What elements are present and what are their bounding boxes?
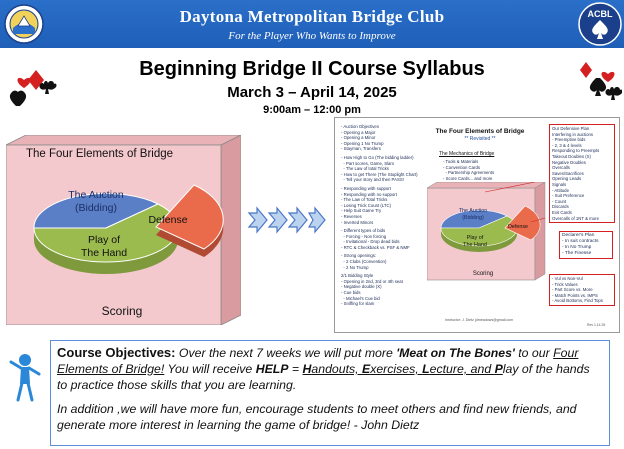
slide-line: - 2 Clubs (Convention) <box>341 259 387 265</box>
slide-footer-rev: Rev 1.14.25 <box>587 323 606 327</box>
slide-line: - Opening 1 No Trump <box>341 140 384 146</box>
scoring-label: Scoring <box>101 304 143 318</box>
slide-line: - Preemptive bids <box>552 137 586 143</box>
slide-line: - The Law of total Tricks <box>341 166 389 172</box>
slide-center-subtitle: ** Revisited ** <box>464 136 496 142</box>
slide-line: - The Finesse <box>562 251 592 256</box>
slide-line: Our Defensive Plan <box>552 126 590 131</box>
slide-line: - Help Suit Game Try <box>341 208 382 214</box>
slide-mechanics-title: The Mechanics of Bridge <box>439 151 495 157</box>
slide-line: Saves/Sacrifices <box>552 170 584 176</box>
slide-line: Responding to Preempts <box>552 148 600 154</box>
slide-line: - Vul vs Non-Vul <box>552 276 583 281</box>
course-dates: March 3 – April 14, 2025 <box>227 84 397 101</box>
slide-line: - Forcing - Non forcing <box>341 233 387 239</box>
slide-line: - Auction Objectives <box>341 124 379 129</box>
course-objectives-box <box>50 340 610 446</box>
slide-line: - Cue bids <box>341 290 361 296</box>
slide-line: - Suit Preference <box>552 193 585 199</box>
mini-scoring-label: Scoring <box>472 271 494 277</box>
slide-line: - Attitude <box>552 187 569 193</box>
play-label: Play of <box>87 234 121 246</box>
slide-scoring-box <box>549 274 615 306</box>
slide-line: Overcalls of 1NT & more <box>552 215 599 221</box>
auction-sub-label: (Bidding) <box>74 202 118 214</box>
objectives-text: xercises, <box>370 362 423 376</box>
slide-line: - Trick Values <box>552 281 578 287</box>
acbl-text: ACBL <box>587 9 613 19</box>
four-elements-diagram <box>6 135 241 325</box>
slide-line: - Partnership Agreements <box>443 170 495 176</box>
defense-label: Defense <box>148 214 188 226</box>
slide-line: - Tools & Materials <box>443 159 479 164</box>
mini-defense-label: Defense <box>507 224 529 230</box>
acbl-logo <box>578 2 622 46</box>
objectives-text: andouts, <box>311 362 362 376</box>
club-tagline: For the Player Who Wants to Improve <box>228 30 396 42</box>
slide-line: - The Law of Total Tricks <box>341 197 388 203</box>
objectives-heading: Course Objectives: <box>57 345 176 360</box>
slide-line: - Michael's Cue bid <box>341 295 380 301</box>
mini-play-sub-label: The Hand <box>463 242 487 248</box>
slide-line: - Negative double (X) <box>341 284 382 290</box>
slide-right-column <box>549 124 615 223</box>
slide-line: - 2, 3 & 4 levels <box>552 142 582 148</box>
auction-label: The Auction <box>68 189 124 201</box>
objectives-emphasis: 'Meat on The Bones' <box>396 346 515 360</box>
objectives-text: Over the next 7 weeks we will put more <box>175 346 397 360</box>
slide-line: - Strong openings: <box>341 253 377 259</box>
objectives-letter: L <box>422 362 430 376</box>
slide-line: 2/1 Bidding Style <box>341 273 374 279</box>
slide-line: Declarer's Plan <box>562 233 595 238</box>
header-banner <box>0 0 624 48</box>
objectives-letter: P <box>494 362 503 376</box>
diagram-title: The Four Elements of Bridge <box>26 148 174 160</box>
slide-line: Opening Leads <box>552 176 582 182</box>
slide-line: - Count <box>552 198 567 204</box>
objectives-paragraph-2: In addition ,we will have more fun, encourage students to meet others and find new friends, and generate more interest in learning the game of bridge! - John Dietz <box>57 402 577 432</box>
slide-line: - Inverted Minors <box>341 219 374 225</box>
slide-line: - Responding with no support <box>341 191 397 197</box>
slide-mini-diagram <box>427 182 547 282</box>
objectives-text: ecture, and <box>429 362 495 376</box>
slide-line: - Score Cards... and more <box>443 175 493 181</box>
slide-line: Discards <box>552 204 569 210</box>
slide-line: - Losing Trick Count (LTC) <box>341 202 392 208</box>
club-name: Daytona Metropolitan Bridge Club <box>179 7 445 26</box>
mini-auction-sub-label: (Bidding) <box>462 215 484 221</box>
slide-line: - Match Points vs. IMPS <box>552 292 598 298</box>
slide-line: - 2 No Trump <box>341 264 369 270</box>
slide-center-title: The Four Elements of Bridge <box>435 128 525 135</box>
slide-line: - Different types of bids <box>341 228 386 234</box>
slide-line: - Opening a Minor <box>341 135 376 141</box>
slide-line: - Opening in 2nd, 3rd or 4th seat <box>341 278 403 284</box>
syllabus-slide-thumbnail <box>334 117 620 333</box>
slide-line: - RTC & Checkback vs. PSF & NMF <box>341 244 410 250</box>
objectives-letter: E <box>361 362 371 376</box>
slide-line: - Tell your story and then PASS! <box>341 177 404 183</box>
person-figure-icon <box>8 352 42 402</box>
slide-line: Negative Doubles <box>552 159 586 165</box>
slide-line: - Convention Cards <box>443 164 481 170</box>
page-title: Beginning Bridge II Course Syllabus <box>139 58 485 80</box>
slide-line: - Part scores, Game, Slam <box>341 160 395 166</box>
slide-line: - Responding with support <box>341 185 391 191</box>
slide-line: - How High to Go (The bidding ladder) <box>341 154 414 160</box>
slide-plan-box <box>559 231 613 259</box>
slide-line: Takeout Doubles (X) <box>552 153 591 159</box>
objectives-four-elements: Four Elements of Bridge! <box>57 346 579 376</box>
slide-line: - Avoid Bottoms, Find Tops <box>552 298 603 304</box>
slide-line: - Invitational - Drop dead bids <box>341 239 400 245</box>
slide-line: - Sniffing for slam <box>341 301 375 307</box>
objectives-text: = <box>288 362 303 376</box>
slide-line: Exit Cards <box>552 209 572 215</box>
objectives-letter: H <box>302 362 312 376</box>
course-times: 9:00am – 12:00 pm <box>263 104 361 116</box>
arrows-icon <box>247 205 327 235</box>
slide-line: - Reverses <box>341 213 362 219</box>
slide-line: - Opening a Major <box>341 129 376 135</box>
play-sub-label: The Hand <box>80 247 128 259</box>
slide-line: Interfering in auctions <box>552 131 594 137</box>
mini-play-label: Play of <box>466 235 484 241</box>
slide-left-column <box>341 124 421 307</box>
slide-line: - Stayman, Transfers <box>341 146 381 152</box>
slide-line: - In No Trump <box>562 245 592 250</box>
slide-line: - How to get There (The Stoplight Chart) <box>341 171 418 177</box>
slide-line: - In suit contracts <box>562 239 599 244</box>
slide-line: Overcalls <box>552 165 570 171</box>
slide-line: - Part Score vs. More <box>552 287 593 293</box>
objectives-paragraph-1 <box>57 345 603 393</box>
slide-footer: Instructor: J. Dietz jdmeadows@gmail.com <box>445 318 514 322</box>
objectives-text: You will receive <box>164 362 256 376</box>
objectives-text: lay of the hands to practice those skills that you are learning. <box>57 362 590 392</box>
objectives-help: HELP <box>255 362 289 376</box>
objectives-text: to our <box>514 346 554 360</box>
slide-line: Signals <box>552 181 567 187</box>
slide-mechanics-list <box>443 159 533 181</box>
mini-auction-label: The Auction <box>458 208 488 214</box>
